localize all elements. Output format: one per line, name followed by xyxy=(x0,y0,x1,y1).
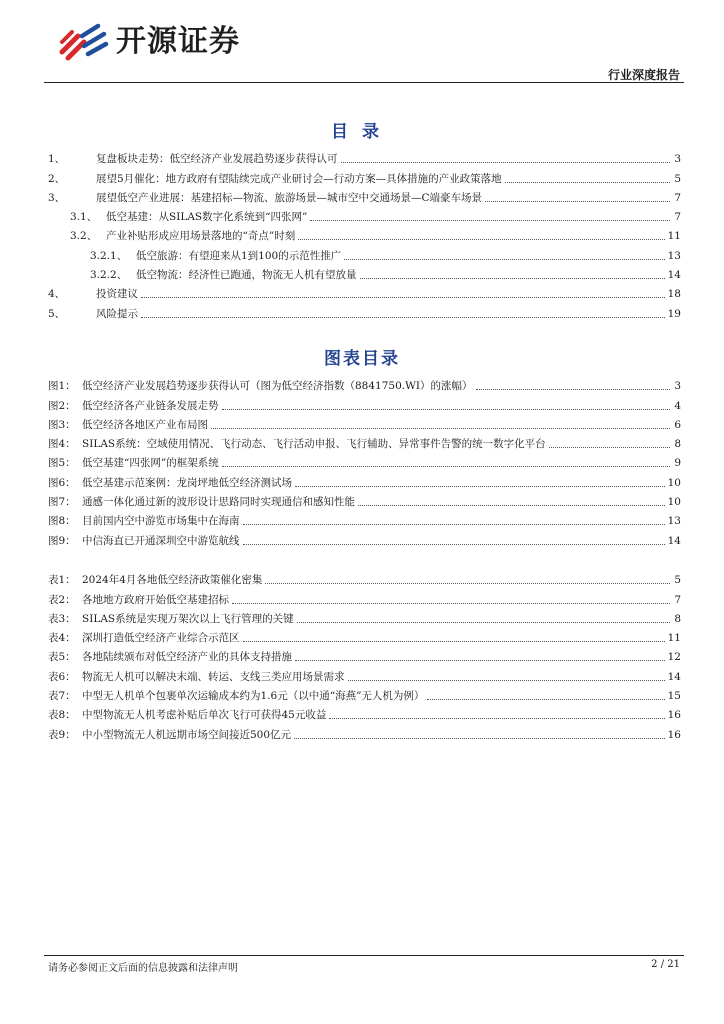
dot-leader xyxy=(476,389,670,390)
toc-entry[interactable] xyxy=(48,282,681,301)
dot-leader xyxy=(310,220,670,221)
table-entry-number: 表9： xyxy=(48,728,76,741)
figure-list-title: 图表目录 xyxy=(324,349,400,369)
table-entry-title[interactable]: 中型物流无人机考虑补贴后单次飞行可获得45元收益 xyxy=(82,709,327,722)
dot-leader xyxy=(222,409,671,410)
figure-entry[interactable] xyxy=(48,393,681,412)
dot-leader xyxy=(295,486,665,487)
table-entry[interactable] xyxy=(48,684,681,703)
figure-entry-page[interactable]: 9 xyxy=(674,457,681,470)
figure-entry-page[interactable]: 4 xyxy=(674,399,681,412)
table-entry-title[interactable]: 各地陆续颁布对低空经济产业的具体支持措施 xyxy=(82,651,292,664)
toc-entry-page[interactable]: 7 xyxy=(674,191,681,204)
figure-entry[interactable] xyxy=(48,451,681,470)
figure-entry-number: 图8： xyxy=(48,515,76,528)
figure-entry[interactable] xyxy=(48,413,681,432)
toc-entry-title[interactable]: 低空物流：经济性已跑通，物流无人机有望放量 xyxy=(136,269,357,282)
dot-leader xyxy=(505,182,670,183)
dot-leader xyxy=(427,699,664,700)
toc-entry-number: 3.2.2、 xyxy=(90,269,128,282)
toc-entry[interactable] xyxy=(48,147,681,166)
figure-entry-number: 图7： xyxy=(48,496,76,509)
figure-entry-title[interactable]: 低空经济各产业链条发展走势 xyxy=(82,399,219,412)
dot-leader xyxy=(141,297,665,298)
figure-entry[interactable] xyxy=(48,470,681,489)
toc-entry[interactable] xyxy=(48,205,681,224)
brand-name: 开源证券 xyxy=(116,24,240,59)
toc-entry-number: 3.2.1、 xyxy=(90,249,128,262)
table-entry-number: 表4： xyxy=(48,632,76,645)
figure-entry-page[interactable]: 8 xyxy=(674,438,681,451)
dot-leader xyxy=(341,162,671,163)
toc-entry-page[interactable]: 3 xyxy=(674,153,681,166)
toc-title: 目录 xyxy=(331,122,393,142)
dot-leader xyxy=(265,583,670,584)
footer-divider xyxy=(44,955,684,956)
figure-entry-page[interactable]: 10 xyxy=(667,496,681,509)
disclaimer-note: 请务必参阅正文后面的信息披露和法律声明 xyxy=(48,963,238,974)
table-entry-page[interactable]: 16 xyxy=(667,728,681,741)
dot-leader xyxy=(222,466,670,467)
toc-entry-title[interactable]: 展望低空产业进展：基建招标—物流、旅游场景—城市空中交通场景—C端豪车场景 xyxy=(96,191,483,204)
figure-entry-title[interactable]: 中信海直已开通深圳空中游览航线 xyxy=(82,534,240,547)
figure-entry-number: 图5： xyxy=(48,457,76,470)
toc-entry[interactable] xyxy=(48,166,681,185)
toc-entry-number: 4、 xyxy=(48,288,66,301)
figure-entry-title[interactable]: 低空经济产业发展趋势逐步获得认可（图为低空经济指数（8841750.WI）的涨幅） xyxy=(82,380,473,393)
figure-entry-title[interactable]: 目前国内空中游览市场集中在海南 xyxy=(82,515,240,528)
dot-leader xyxy=(243,641,665,642)
figure-entry-number: 图3： xyxy=(48,418,76,431)
dot-leader xyxy=(297,622,670,623)
toc-list xyxy=(48,147,681,321)
toc-entry-page[interactable]: 19 xyxy=(667,307,681,320)
table-entry-title[interactable]: 物流无人机可以解决末端、转运、支线三类应用场景需求 xyxy=(82,670,345,683)
dot-leader xyxy=(211,428,670,429)
figure-entry-page[interactable]: 10 xyxy=(667,476,681,489)
table-entry-number: 表6： xyxy=(48,670,76,683)
dot-leader xyxy=(549,447,670,448)
figure-entry-title[interactable]: 低空基建“四张网”的框架系统 xyxy=(82,457,219,470)
figure-entry-page[interactable]: 13 xyxy=(667,515,681,528)
toc-entry-page[interactable]: 18 xyxy=(667,288,681,301)
table-entry[interactable] xyxy=(48,607,681,626)
table-entry-number: 表8： xyxy=(48,709,76,722)
toc-entry-title[interactable]: 低空基建：从SILAS数字化系统到“四张网” xyxy=(106,211,308,224)
toc-entry-page[interactable]: 14 xyxy=(667,269,681,282)
figure-entry-number: 图2： xyxy=(48,399,76,412)
table-entry-page[interactable]: 5 xyxy=(674,574,681,587)
table-entry[interactable] xyxy=(48,722,681,741)
header-divider xyxy=(44,82,684,83)
dot-leader xyxy=(344,259,664,260)
table-entry-number: 表7： xyxy=(48,690,76,703)
table-entry[interactable] xyxy=(48,645,681,664)
table-entry-number: 表5： xyxy=(48,651,76,664)
table-entry[interactable] xyxy=(48,587,681,606)
table-entry-page[interactable]: 11 xyxy=(667,632,681,645)
figure-entry[interactable] xyxy=(48,509,681,528)
dot-leader xyxy=(329,718,664,719)
table-entry[interactable] xyxy=(48,626,681,645)
toc-entry-number: 5、 xyxy=(48,307,66,320)
figure-entry[interactable] xyxy=(48,528,681,547)
dot-leader xyxy=(360,278,665,279)
table-entry[interactable] xyxy=(48,568,681,587)
table-entry-page[interactable]: 15 xyxy=(667,690,681,703)
table-entry-page[interactable]: 12 xyxy=(667,651,681,664)
toc-entry-title[interactable]: 低空旅游：有望迎来从1到100的示范性推广 xyxy=(136,249,342,262)
dot-leader xyxy=(298,239,664,240)
dot-leader xyxy=(141,317,665,318)
dot-leader xyxy=(294,738,665,739)
table-entry-page[interactable]: 7 xyxy=(674,593,681,606)
toc-entry-number: 3、 xyxy=(48,191,66,204)
figure-entry-title[interactable]: 低空经济各地区产业布局图 xyxy=(82,418,208,431)
toc-entry-number: 3.1、 xyxy=(70,211,98,224)
table-entry-title[interactable]: SILAS系统是实现万架次以上飞行管理的关键 xyxy=(82,612,294,625)
toc-entry[interactable] xyxy=(48,301,681,320)
table-entry-page[interactable]: 8 xyxy=(674,612,681,625)
toc-entry-page[interactable]: 5 xyxy=(674,172,681,185)
toc-entry[interactable] xyxy=(48,224,681,243)
brand-mark-icon xyxy=(58,22,110,62)
table-entry-title[interactable]: 中小型物流无人机远期市场空间接近500亿元 xyxy=(82,728,292,741)
table-entry-title[interactable]: 各地地方政府开始低空基建招标 xyxy=(82,593,229,606)
dot-leader xyxy=(232,603,670,604)
figure-entry-number: 图4： xyxy=(48,438,76,451)
toc-entry-number: 2、 xyxy=(48,172,66,185)
table-entry-number: 表2： xyxy=(48,593,76,606)
toc-entry-title[interactable]: 风险提示 xyxy=(96,307,138,320)
table-entry[interactable] xyxy=(48,664,681,683)
dot-leader xyxy=(243,544,665,545)
doc-type-label: 行业深度报告 xyxy=(607,68,680,82)
figure-entry-title[interactable]: 低空基建示范案例：龙岗坪地低空经济测试场 xyxy=(82,476,292,489)
figure-entry-number: 图1： xyxy=(48,380,76,393)
toc-entry-page[interactable]: 7 xyxy=(674,211,681,224)
table-entry-title[interactable]: 2024年4月各地低空经济政策催化密集 xyxy=(82,574,263,587)
toc-entry-title[interactable]: 复盘板块走势：低空经济产业发展趋势逐步获得认可 xyxy=(96,153,338,166)
toc-entry-title[interactable]: 展望5月催化：地方政府有望陆续完成产业研讨会—行动方案—具体措施的产业政策落地 xyxy=(96,172,502,185)
dot-leader xyxy=(295,660,665,661)
figure-entry[interactable] xyxy=(48,432,681,451)
table-entry-page[interactable]: 14 xyxy=(667,670,681,683)
table-entry-number: 表3： xyxy=(48,612,76,625)
figure-entry-page[interactable]: 6 xyxy=(674,418,681,431)
figure-list xyxy=(48,374,681,548)
figure-entry-title[interactable]: 通感一体化通过新的波形设计思路同时实现通信和感知性能 xyxy=(82,496,355,509)
toc-entry[interactable] xyxy=(48,263,681,282)
table-entry-page[interactable]: 16 xyxy=(667,709,681,722)
figure-entry-number: 图9： xyxy=(48,534,76,547)
toc-entry-title[interactable]: 产业补贴形成应用场景落地的“奇点”时刻 xyxy=(106,230,296,243)
table-entry-title[interactable]: 中型无人机单个包裹单次运输成本约为1.6元（以中通“海燕”无人机为例） xyxy=(82,690,425,703)
figure-entry-page[interactable]: 14 xyxy=(667,534,681,547)
toc-entry-page[interactable]: 11 xyxy=(667,230,681,243)
figure-entry-number: 图6： xyxy=(48,476,76,489)
toc-entry[interactable] xyxy=(48,186,681,205)
dot-leader xyxy=(485,201,670,202)
figure-entry-page[interactable]: 3 xyxy=(674,380,681,393)
table-entry-title[interactable]: 深圳打造低空经济产业综合示范区 xyxy=(82,632,240,645)
figure-entry[interactable] xyxy=(48,490,681,509)
brand-logo xyxy=(58,22,278,62)
page-number: 2 / 21 xyxy=(651,959,680,970)
table-entry[interactable] xyxy=(48,703,681,722)
figure-entry[interactable] xyxy=(48,374,681,393)
dot-leader xyxy=(358,505,665,506)
figure-entry-title[interactable]: SILAS系统：空域使用情况、飞行动态、飞行活动申报、飞行辅助、异常事件告警的统一数字化平台 xyxy=(82,438,546,451)
toc-entry-number: 1、 xyxy=(48,153,66,166)
toc-entry[interactable] xyxy=(48,243,681,262)
dot-leader xyxy=(348,680,665,681)
dot-leader xyxy=(243,524,665,525)
toc-entry-number: 3.2、 xyxy=(70,230,98,243)
toc-entry-title[interactable]: 投资建议 xyxy=(96,288,138,301)
toc-entry-page[interactable]: 13 xyxy=(667,249,681,262)
table-entry-number: 表1： xyxy=(48,574,76,587)
table-list xyxy=(48,568,681,742)
